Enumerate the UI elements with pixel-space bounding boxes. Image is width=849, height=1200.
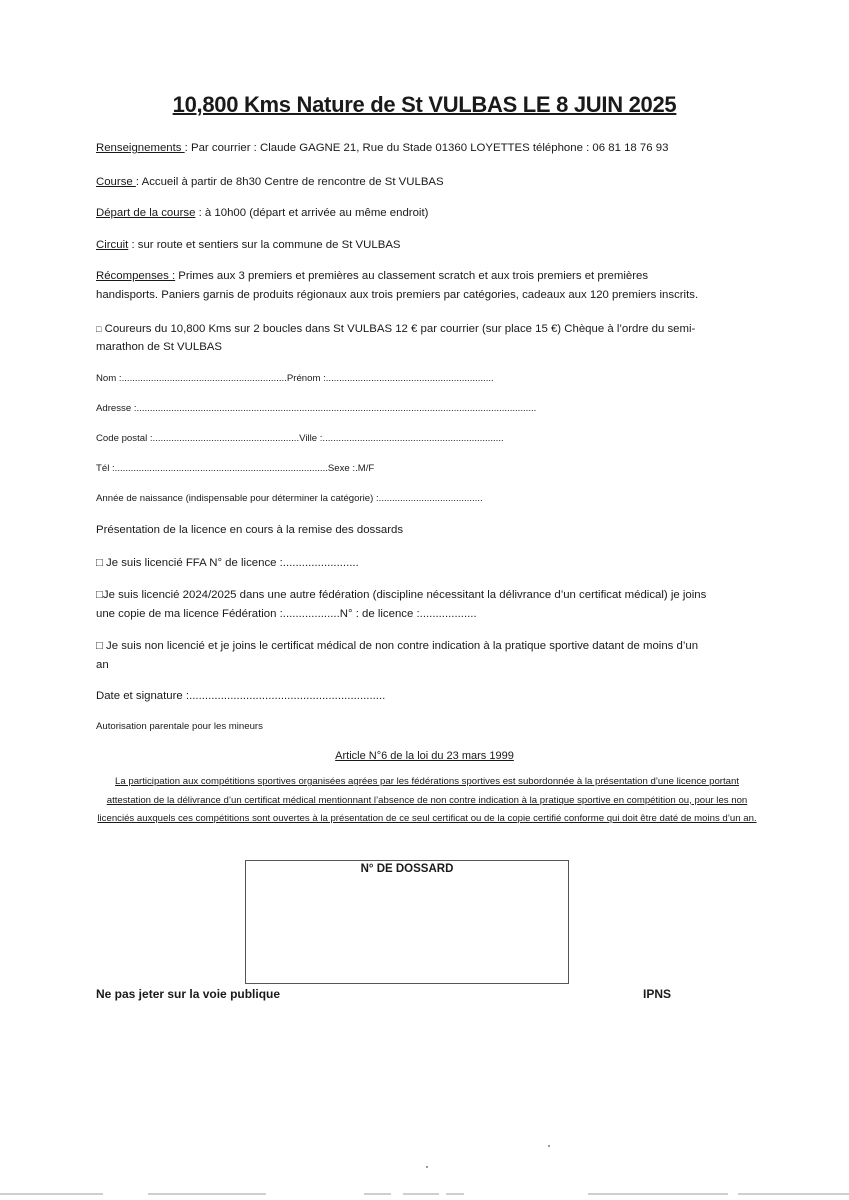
adresse-field[interactable]: Adresse :...................................................................................................................................................... — [96, 403, 537, 414]
depart-text: : à 10h00 (départ et arrivée au même endroit) — [195, 207, 429, 219]
annee-naissance-field[interactable]: Année de naissance (indispensable pour déterminer la catégorie) :....................................... — [96, 493, 483, 504]
autorisation-parentale-text: Autorisation parentale pour les mineurs — [96, 721, 263, 732]
scan-edge-line — [148, 1193, 266, 1195]
autre-federation-option-line-1[interactable]: □Je suis licencié 2024/2025 dans une autre fédération (discipline nécessitant la délivrance d’un certificat médical) je joins — [96, 589, 707, 601]
renseignements-text: : Par courrier : Claude GAGNE 21, Rue du Stade 01360 LOYETTES téléphone : 06 81 18 76 93 — [184, 142, 669, 154]
recompenses-line-2: handisports. Paniers garnis de produits régionaux aux trois premiers par catégories, cadeaux aux 120 premiers inscrits. — [96, 289, 699, 301]
circuit-line — [96, 235, 401, 255]
registration-line-1 — [96, 319, 695, 339]
article-heading: Article N°6 de la loi du 23 mars 1999 — [335, 750, 514, 762]
registration-text-1: Coureurs du 10,800 Kms sur 2 boucles dans St VULBAS 12 € par courrier (sur place 15 €) Chèque à l’ordre du semi- — [101, 323, 696, 335]
scan-speck — [426, 1166, 428, 1168]
scan-edge-line — [0, 1193, 103, 1195]
circuit-text: : sur route et sentiers sur la commune de St VULBAS — [128, 239, 401, 251]
renseignements-label: Renseignements — [96, 142, 185, 154]
renseignements-line — [96, 138, 668, 158]
footer-notice: Ne pas jeter sur la voie publique — [96, 987, 281, 1001]
recompenses-line-1 — [96, 266, 648, 286]
scan-speck — [548, 1145, 550, 1147]
course-label: Course — [96, 176, 136, 188]
date-signature-field[interactable]: Date et signature :.............................................................. — [96, 690, 386, 702]
scan-edge-line — [403, 1193, 439, 1195]
recompenses-text-1: Primes aux 3 premiers et premières au classement scratch et aux trois premiers et premières — [175, 270, 649, 282]
scan-edge-line — [446, 1193, 464, 1195]
scan-edge-line — [364, 1193, 391, 1195]
code-postal-ville-field[interactable]: Code postal :.......................................................Ville :.................................................................... — [96, 433, 504, 444]
non-licencie-option-line-1[interactable]: □ Je suis non licencié et je joins le certificat médical de non contre indication à la pratique sportive datant de moins d’un — [96, 640, 699, 652]
non-licencie-option-line-2: an — [96, 659, 109, 671]
scan-edge-line — [738, 1193, 849, 1195]
registration-checkbox[interactable]: □ — [96, 324, 102, 334]
registration-line-2: marathon de St VULBAS — [96, 341, 222, 353]
circuit-label: Circuit — [96, 239, 129, 251]
dossard-box — [245, 860, 569, 984]
scan-edge-line — [588, 1193, 728, 1195]
course-text: : Accueil à partir de 8h30 Centre de rencontre de St VULBAS — [135, 176, 444, 188]
ffa-licence-option[interactable]: □ Je suis licencié FFA N° de licence :........................ — [96, 557, 359, 569]
page-title: 10,800 Kms Nature de St VULBAS LE 8 JUIN 2025 — [172, 92, 677, 117]
recompenses-label: Récompenses : — [96, 270, 176, 282]
depart-label: Départ de la course — [96, 207, 196, 219]
nom-prenom-field[interactable]: Nom :..............................................................Prénom :............................................................... — [96, 373, 494, 384]
dossard-label: N° DE DOSSARD — [360, 863, 454, 875]
autre-federation-option-line-2[interactable]: une copie de ma licence Fédération :..................N° : de licence :.................. — [96, 608, 477, 620]
depart-line — [96, 203, 428, 223]
presentation-licence-text: Présentation de la licence en cours à la remise des dossards — [96, 524, 404, 536]
course-line — [96, 172, 444, 192]
footer-ipns: IPNS — [643, 987, 672, 1001]
tel-sexe-field[interactable]: Tél :................................................................................Sexe :.M/F — [96, 463, 375, 474]
article-body: La participation aux compétitions sportives organisées agrées par les fédérations sportives est subordonnée à la présentation d’une licence portant attestation de la délivrance d’un certificat médical mentionnant l’absence de non contre indication à la pratique sportive en compétition ou, pour les non licenciés auxquels ces compétitions sont ouvertes à la présentation de ce seul certificat ou de la copie certifié conforme qui doit être daté de moins d’un an. — [97, 776, 757, 824]
